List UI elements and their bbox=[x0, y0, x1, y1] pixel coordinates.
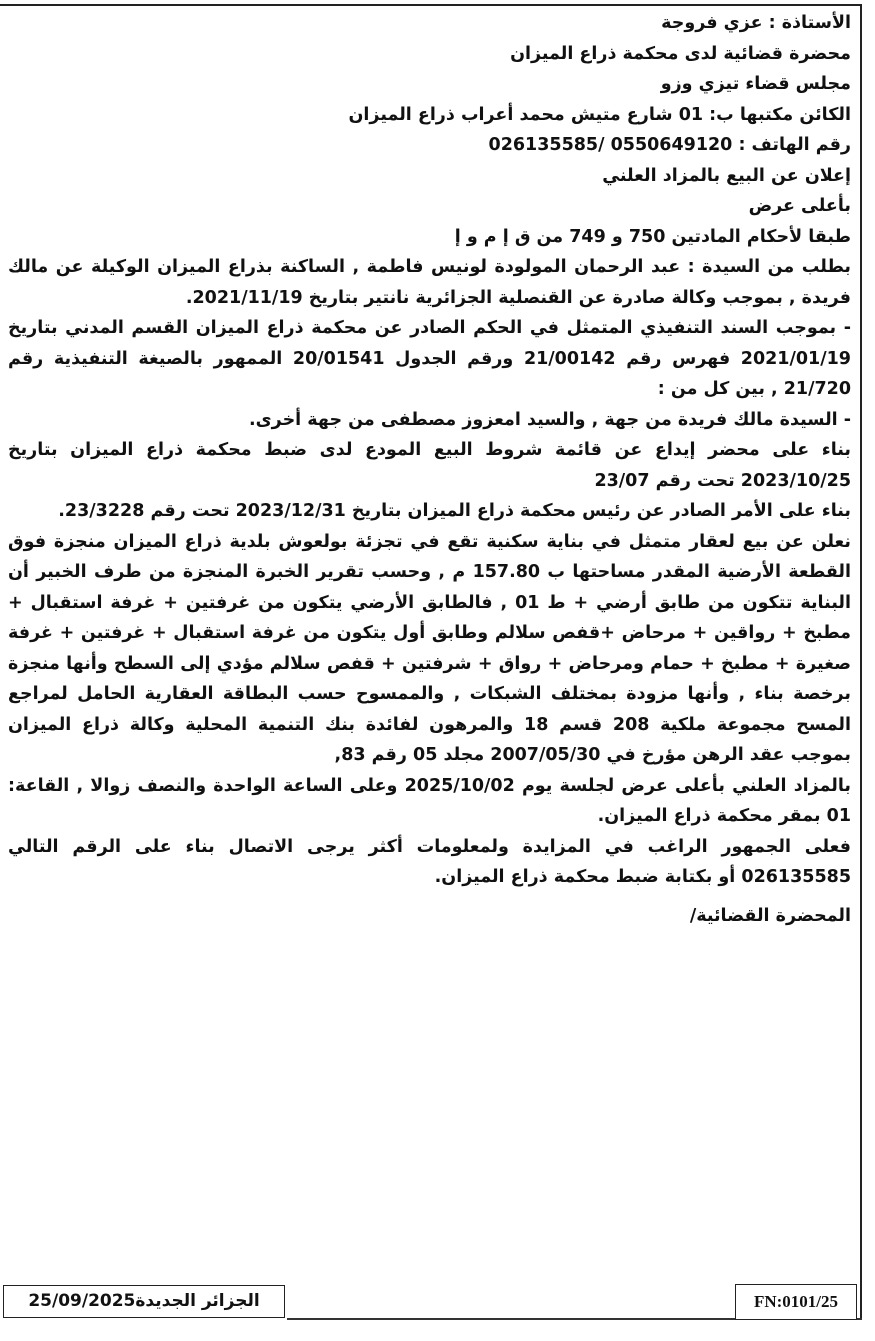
paragraph-contact: فعلى الجمهور الراغب في المزايدة ولمعلومات أكثر يرجى الاتصال بناء على الرقم التالي 026135585 أو بكتابة ضبط محكمة ذراع الميزان. bbox=[8, 836, 851, 887]
legal-basis: طبقا لأحكام المادتين 750 و 749 من ق إ م و إ bbox=[454, 226, 851, 247]
paragraph-enforcement: - بموجب السند التنفيذي المتمثل في الحكم الصادر عن محكمة ذراع الميزان القسم المدني بتاريخ 2021/01/19 فهرس رقم 21/00142 ورقم الجدول 20/01541 الممهور بالصيغة التنفيذية رقم 21/720 , بين كل من : bbox=[8, 318, 851, 399]
office-address: الكائن مكتبها ب: 01 شارع متيش محمد أعراب ذراع الميزان bbox=[348, 104, 851, 125]
office-title: محضرة قضائية لدى محكمة ذراع الميزان bbox=[510, 43, 851, 64]
paragraph-deposit: بناء على محضر إيداع عن قائمة شروط البيع المودع لدى ضبط محكمة ذراع الميزان بتاريخ 2023/10/25 تحت رقم 23/07 bbox=[8, 440, 851, 491]
reference-number: FN:0101/25 bbox=[735, 1284, 857, 1320]
judicial-council: مجلس قضاء تيزي وزو bbox=[660, 74, 851, 94]
phone-numbers: 0550649120 /026135585 bbox=[488, 135, 733, 155]
paragraph-parties: - السيدة مالك فريدة من جهة , والسيد امعزوز مصطفى من جهة أخرى. bbox=[249, 409, 851, 430]
notice-heading: إعلان عن البيع بالمزاد العلني bbox=[602, 165, 851, 186]
paragraph-auction-date: بالمزاد العلني بأعلى عرض لجلسة يوم 2025/10/02 وعلى الساعة الواحدة والنصف زوالا , القاعة: 01 بمقر محكمة ذراع الميزان. bbox=[8, 775, 852, 826]
publication-stamp: الجزائر الجديدة25/09/2025 bbox=[3, 1285, 285, 1318]
notice-subheading: بأعلى عرض bbox=[748, 196, 851, 216]
frame-right-border bbox=[860, 4, 862, 1320]
paragraph-request: بطلب من السيدة : عبد الرحمان المولودة لونيس فاطمة , الساكنة بذراع الميزان الوكيلة عن مالك فريدة , بموجب وكالة صادرة عن القنصلية الجزائرية نانتير بتاريخ 2021/11/19. bbox=[8, 257, 851, 308]
frame-top-border bbox=[0, 4, 862, 6]
paragraph-order: بناء على الأمر الصادر عن رئيس محكمة ذراع الميزان بتاريخ 2023/12/31 تحت رقم 23/3228. bbox=[58, 501, 851, 521]
phone-label: رقم الهاتف : bbox=[732, 135, 851, 155]
paragraph-property: نعلن عن بيع لعقار متمثل في بناية سكنية تقع في تجزئة بولعوش بلدية ذراع الميزان منجزة فوق القطعة الأرضية المقدر مساحتها ب 157.80 م , وحسب تقرير الخبرة المنجزة من طرف الخبير أن البناية تتكون من طابق أرضي + ط 01 , فالطابق الأرضي يتكون من غرفتين + غرفة استقبال + مطبخ + رواقين + مرحاض +قفص سلالم وطابق أول يتكون من غرفة استقبال + غرفتين + غرفة صغيرة + مطبخ + حمام ومرحاض + رواق + شرفتين + قفص سلالم مؤدي إلى السطح وأنها منجزة برخصة بناء , وأنها مزودة بمختلف الشبكات , والممسوح حسب البطاقة العقارية الحامل لمراجع المسح مجموعة ملكية 208 قسم 18 والمرهون لفائدة بنك التنمية المحلية وكالة ذراع الميزان بموجب عقد الرهن مؤرخ في 2007/05/30 مجلد 05 رقم 83, bbox=[8, 531, 852, 765]
phone-line bbox=[8, 130, 851, 161]
lawyer-name: الأستاذة : عزي فروجة bbox=[661, 13, 851, 33]
signature: المحضرة القضائية/ bbox=[689, 905, 851, 926]
announcement-body bbox=[8, 8, 851, 931]
